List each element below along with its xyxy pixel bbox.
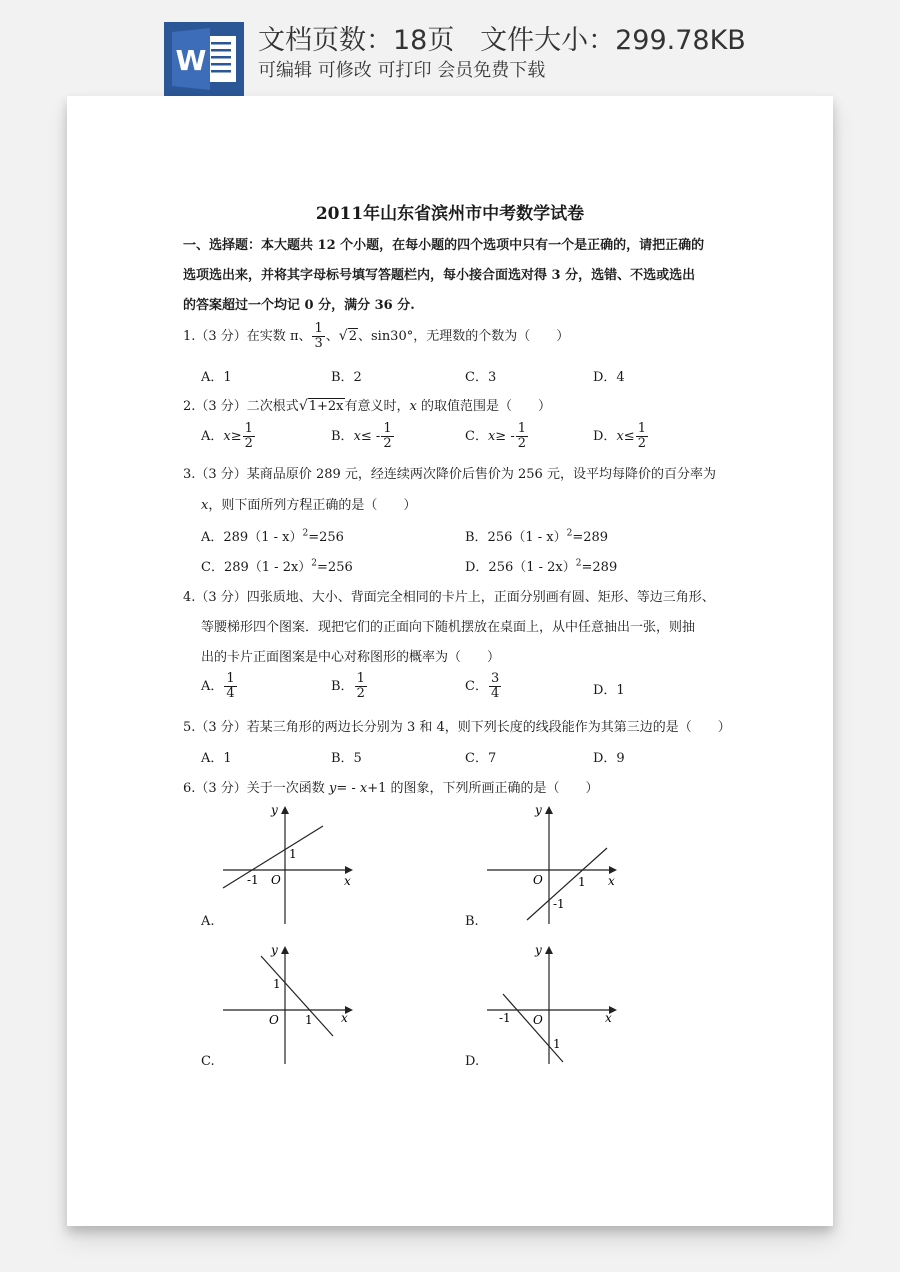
graph-d-label: D. <box>465 1054 480 1069</box>
page-count: 文档页数：18页 <box>258 25 455 56</box>
fraction-numerator: 1 <box>637 421 646 436</box>
q6-formula-mid: = - <box>336 781 360 796</box>
fraction-denominator: 4 <box>226 686 235 701</box>
variable: x <box>223 429 231 444</box>
fraction <box>355 672 367 701</box>
y-axis-arrow <box>281 806 289 814</box>
graph-option-d <box>481 942 631 1072</box>
feature-printable: 可打印 <box>377 60 432 81</box>
origin-label: O <box>533 1013 543 1027</box>
y-axis-label: y <box>271 943 278 957</box>
fraction-numerator: 1 <box>383 421 392 436</box>
question-2 <box>183 395 551 414</box>
relation: ≥ <box>230 429 242 444</box>
page-title: 2011年山东省滨州市中考数学试卷 <box>315 204 585 224</box>
option-label: C． <box>465 429 488 444</box>
question-3-line1: 3.（3 分）某商品原价 289 元，经连续两次降价后售价为 256 元，设平均每降价的百分率为 <box>183 467 716 482</box>
file-size: 文件大小：299.78KB <box>480 25 746 56</box>
question-1 <box>183 322 569 351</box>
graph-c-label: C. <box>201 1054 215 1069</box>
fraction <box>381 422 393 451</box>
variable: x <box>616 429 624 444</box>
q2-option-b <box>331 422 395 451</box>
fraction-denominator: 2 <box>637 436 646 451</box>
fraction-denominator: 4 <box>490 686 500 701</box>
option-text: D．256（1 - 2x） <box>465 560 576 575</box>
fraction <box>516 422 528 451</box>
x-axis-label: x <box>341 1011 348 1025</box>
document-page <box>67 96 833 1226</box>
q6-prefix: 6.（3 分）关于一次函数 <box>183 781 329 796</box>
square-root: √2 <box>338 328 357 344</box>
y-axis-label: y <box>271 803 278 817</box>
section-instructions-line1: 一、选择题：本大题共 12 个小题，在每小题的四个选项中只有一个是正确的，请把正确的 <box>183 238 705 253</box>
option-label: B． <box>331 429 354 444</box>
exponent: 2 <box>302 528 309 539</box>
q2-option-c <box>465 422 529 451</box>
question-4-line3: 出的卡片正面图案是中心对称图形的概率为（ ） <box>201 650 501 665</box>
square-root: √1+2x <box>298 398 344 414</box>
function-line <box>503 994 563 1062</box>
x-axis-label: x <box>344 874 351 888</box>
question-6 <box>183 777 599 796</box>
x-axis-label: x <box>605 1011 612 1025</box>
origin-label: O <box>533 873 543 887</box>
fraction-denominator: 3 <box>314 336 323 351</box>
section-instructions-line3: 的答案超过一个均记 0 分，满分 36 分. <box>183 298 415 313</box>
banner-features <box>258 56 545 82</box>
q2-prefix: 2.（3 分）二次根式 <box>183 399 299 414</box>
q3-option-a <box>201 526 344 545</box>
q6-formula-tail: +1 的图象，下列所画正确的是（ ） <box>367 781 599 796</box>
option-tail: =256 <box>308 530 344 545</box>
variable: x <box>359 781 368 796</box>
fraction-numerator: 1 <box>226 671 235 686</box>
graph-option-b <box>481 802 631 932</box>
option-text: B．256（1 - x） <box>465 530 567 545</box>
tick-label: -1 <box>553 897 565 911</box>
q1-suffix: 、sin30°，无理数的个数为（ ） <box>357 329 570 344</box>
q5-option-a: A．1 <box>201 751 232 766</box>
x-axis-arrow <box>609 866 617 874</box>
q2-suffix: 的取值范围是（ ） <box>416 399 552 414</box>
q3-option-d <box>465 556 617 575</box>
q4-option-b <box>331 672 368 701</box>
q3-line2-text: ，则下面所列方程正确的是（ ） <box>208 498 417 513</box>
q1-prefix: 1.（3 分）在实数 π、 <box>183 329 312 344</box>
tick-label: 1 <box>553 1037 561 1051</box>
relation: ≤ - <box>360 429 381 444</box>
q1-option-b: B．2 <box>331 370 362 385</box>
word-document-icon <box>164 22 244 96</box>
tick-label: -1 <box>499 1011 511 1025</box>
variable: x <box>487 429 496 444</box>
q1-separator: 、 <box>325 329 339 344</box>
feature-editable: 可编辑 <box>258 60 312 81</box>
tick-label: 1 <box>289 847 297 861</box>
fraction-numerator: 1 <box>314 321 323 336</box>
exponent: 2 <box>566 528 573 539</box>
y-axis-arrow <box>545 946 553 954</box>
q4-option-a <box>201 672 238 701</box>
sqrt-argument: 1+2x <box>308 399 344 414</box>
fraction <box>489 672 501 701</box>
graph-option-a <box>217 802 367 932</box>
graph-b-label: B. <box>465 914 479 929</box>
q3-option-b <box>465 526 608 545</box>
variable: y <box>328 781 337 796</box>
option-label: D． <box>593 429 617 444</box>
fraction <box>224 672 236 701</box>
x-axis-label: x <box>608 874 615 888</box>
option-label: A． <box>201 679 224 694</box>
exponent: 2 <box>575 558 582 569</box>
q2-suffix: 有意义时， <box>344 399 410 414</box>
q3-option-c <box>201 556 353 575</box>
fraction-numerator: 3 <box>490 671 500 686</box>
option-tail: =256 <box>317 560 353 575</box>
graph-option-c <box>217 942 367 1072</box>
q4-option-c <box>465 672 502 701</box>
variable: x <box>353 429 361 444</box>
option-text: C．289（1 - 2x） <box>201 560 312 575</box>
graph-a-label: A. <box>201 914 215 929</box>
option-tail: =289 <box>572 530 609 545</box>
variable: x <box>201 498 209 513</box>
y-axis-arrow <box>281 946 289 954</box>
q1-option-d: D．4 <box>593 370 625 385</box>
option-text: A．289（1 - x） <box>201 530 303 545</box>
q2-option-d <box>593 422 649 451</box>
q4-option-d: D．1 <box>593 683 625 698</box>
word-logo-letter: W <box>175 44 207 77</box>
question-3-line2 <box>201 494 416 513</box>
tick-label: -1 <box>247 873 259 887</box>
x-axis-arrow <box>345 866 353 874</box>
question-5: 5.（3 分）若某三角形的两边长分别为 3 和 4，则下列长度的线段能作为其第三边的是（ ） <box>183 720 731 735</box>
section-instructions-line2: 选项选出来，并将其字母标号填写答题栏内，每小接合面选对得 3 分，选错、不选或选出 <box>183 268 696 283</box>
download-banner <box>0 0 900 100</box>
tick-label: 1 <box>273 977 281 991</box>
q1-option-a: A．1 <box>201 370 232 385</box>
relation: ≥ - <box>495 429 515 444</box>
q5-option-c: C．7 <box>465 751 497 766</box>
fraction <box>243 422 255 451</box>
banner-file-info <box>258 18 746 57</box>
tick-label: 1 <box>305 1013 313 1027</box>
feature-member-download: 会员免费下载 <box>437 60 546 81</box>
question-4-line2: 等腰梯形四个图案．现把它们的正面向下随机摆放在桌面上，从中任意抽出一张，则抽 <box>201 620 696 635</box>
option-tail: =289 <box>581 560 618 575</box>
option-label: B． <box>331 679 354 694</box>
variable: x <box>409 399 417 414</box>
q2-option-a <box>201 422 256 451</box>
exponent: 2 <box>311 558 318 569</box>
option-label: C． <box>465 679 488 694</box>
fraction-numerator: 1 <box>244 421 253 436</box>
fraction-denominator: 2 <box>383 436 392 451</box>
origin-label: O <box>271 873 281 887</box>
q5-option-d: D．9 <box>593 751 625 766</box>
sqrt-argument: 2 <box>348 329 357 344</box>
q1-option-c: C．3 <box>465 370 497 385</box>
tick-label: 1 <box>578 875 586 889</box>
fraction <box>312 322 324 351</box>
y-axis-label: y <box>535 803 542 817</box>
y-axis-label: y <box>535 943 542 957</box>
origin-label: O <box>269 1013 279 1027</box>
fraction-numerator: 1 <box>356 671 365 686</box>
option-label: A． <box>201 429 224 444</box>
fraction-denominator: 2 <box>244 436 253 451</box>
relation: ≤ <box>623 429 635 444</box>
question-4-line1: 4.（3 分）四张质地、大小、背面完全相同的卡片上，正面分别画有圆、矩形、等边三角形、 <box>183 590 715 605</box>
q5-option-b: B．5 <box>331 751 362 766</box>
fraction-numerator: 1 <box>517 421 526 436</box>
y-axis-arrow <box>545 806 553 814</box>
feature-modifiable: 可修改 <box>317 60 372 81</box>
fraction-denominator: 2 <box>356 686 365 701</box>
fraction-denominator: 2 <box>517 436 526 451</box>
fraction <box>636 422 648 451</box>
